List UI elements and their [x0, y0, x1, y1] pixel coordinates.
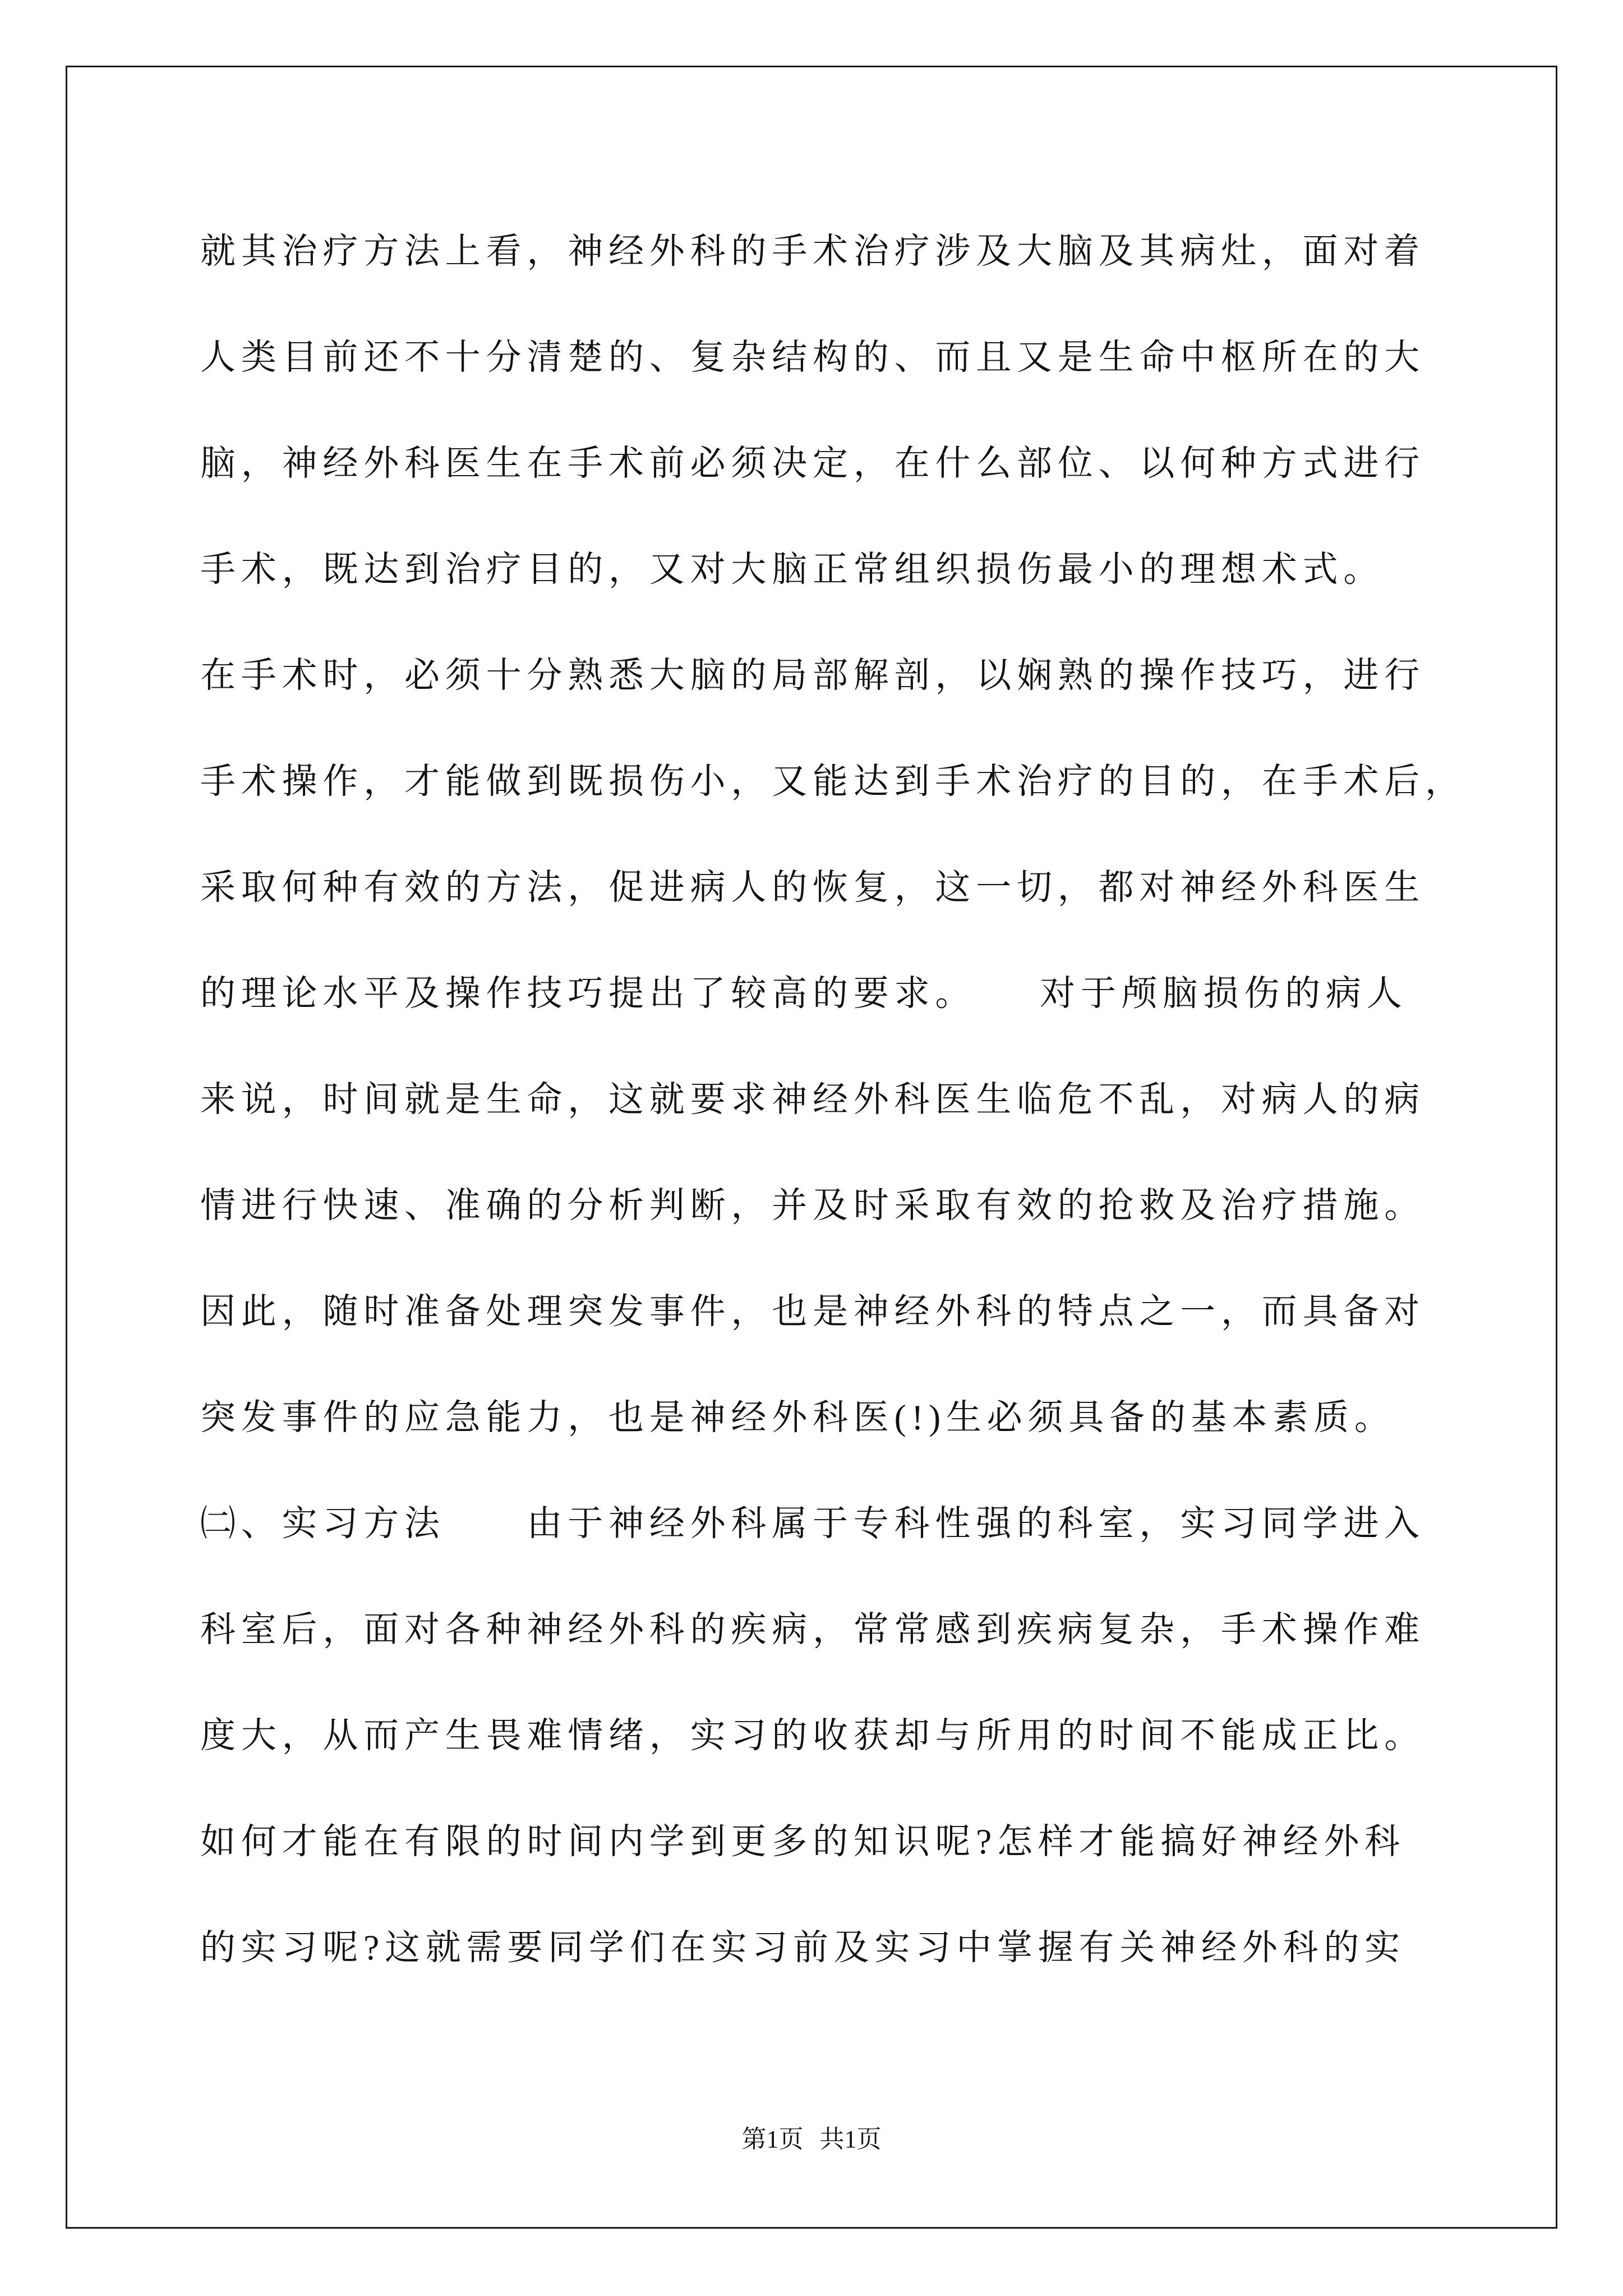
text-line: 手术操作，才能做到既损伤小，又能达到手术治疗的目的，在手术后，: [200, 762, 1466, 801]
text-line: 科室后，面对各种神经外科的疾病，常常感到疾病复杂，手术操作难: [200, 1610, 1425, 1649]
text-line: 来说，时间就是生命，这就要求神经外科医生临危不乱，对病人的病: [200, 1080, 1425, 1119]
text-line: 突发事件的应急能力，也是神经外科医(!)生必须具备的基本素质。: [200, 1398, 1395, 1437]
text-line: 因此，随时准备处理突发事件，也是神经外科的特点之一，而具备对: [200, 1292, 1425, 1331]
body-text: [200, 199, 1501, 2001]
text-line: 的理论水平及操作技巧提出了较高的要求。 对于颅脑损伤的病人: [200, 974, 1408, 1013]
text-line: 在手术时，必须十分熟悉大脑的局部解剖，以娴熟的操作技巧，进行: [200, 656, 1425, 695]
text-line: 采取何种有效的方法，促进病人的恢复，这一切，都对神经外科医生: [200, 868, 1425, 907]
text-line: 脑，神经外科医生在手术前必须决定，在什么部位、以何种方式进行: [200, 444, 1425, 483]
text-line: 如何才能在有限的时间内学到更多的知识呢?怎样才能搞好神经外科: [200, 1822, 1405, 1861]
text-line: 人类目前还不十分清楚的、复杂结构的、而且又是生命中枢所在的大: [200, 338, 1425, 377]
text-line: 手术，既达到治疗目的，又对大脑正常组织损伤最小的理想术式。: [200, 550, 1385, 589]
text-line: 度大，从而产生畏难情绪，实习的收获却与所用的时间不能成正比。: [200, 1716, 1425, 1755]
page-footer: 第1页 共1页: [741, 2125, 882, 2153]
text-line: 的实习呢?这就需要同学们在实习前及实习中掌握有关神经外科的实: [200, 1928, 1405, 1967]
text-line: 就其治疗方法上看，神经外科的手术治疗涉及大脑及其病灶，面对着: [200, 232, 1425, 271]
text-line: ㈡、实习方法 由于神经外科属于专科性强的科室，实习同学进入: [200, 1504, 1425, 1543]
text-line: 情进行快速、准确的分析判断，并及时采取有效的抢救及治疗措施。: [200, 1186, 1425, 1225]
